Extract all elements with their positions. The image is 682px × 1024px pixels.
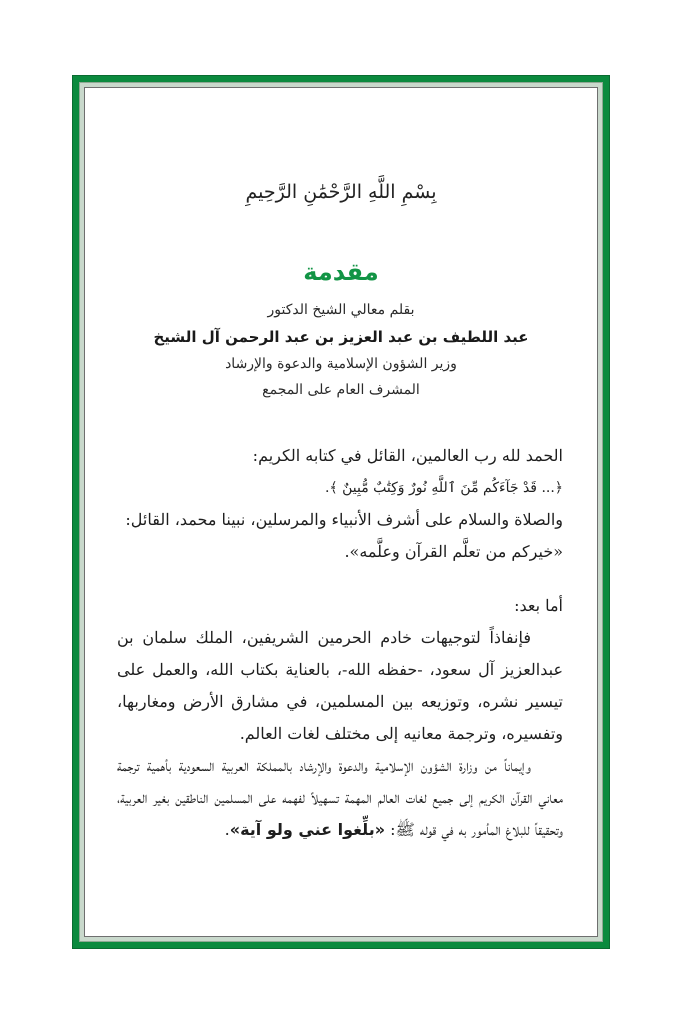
hadith-line: «خيركم من تعلَّم القرآن وعلَّمه».: [344, 542, 563, 561]
opening-section: [117, 440, 563, 568]
main-section: [117, 590, 563, 846]
paragraph-2: [117, 750, 563, 846]
paragraph-2-text: وإيماناً من وزارة الشؤون الإسلامية والدعوة والإرشاد بالمملكة العربية السعودية بأهمية ترجمة معاني القرآن الكريم إلى جميع لغات العالم المهمة تسهيلاً لفهمه على المسلمين الناطقين بغير العربية، وتحقيقاً للبلاغ المأمور به في قوله ﷺ:: [117, 756, 563, 839]
author-position-supervisor: المشرف العام على المجمع: [262, 382, 420, 398]
page-frame-inner: [84, 87, 598, 937]
amma-baad-line: أما بعد:: [514, 596, 563, 615]
byline-intro: بقلم معالي الشيخ الدكتور: [267, 302, 415, 318]
hamd-line: الحمد لله رب العالمين، القائل في كتابه الكريم:: [252, 446, 563, 465]
basmala-calligraphy: بِسْمِ اللَّهِ الرَّحْمَٰنِ الرَّحِيمِ: [245, 181, 437, 203]
hadith-quote-bold: «بلِّغوا عني ولو آية»: [229, 820, 386, 839]
paragraph-2-end: .: [224, 820, 230, 839]
page-frame-band: [79, 82, 603, 942]
author-name: عبد اللطيف بن عبد العزيز بن عبد الرحمن آل الشيخ: [153, 328, 529, 346]
salat-line: والصلاة والسلام على أشرف الأنبياء والمرسلين، نبينا محمد، القائل:: [125, 510, 563, 529]
page-content: [85, 88, 597, 936]
author-position-minister: وزير الشؤون الإسلامية والدعوة والإرشاد: [225, 356, 457, 372]
page-title: مقدمة: [303, 258, 379, 286]
paragraph-1: فإنفاذاً لتوجيهات خادم الحرمين الشريفين، الملك سلمان بن عبدالعزيز آل سعود، -حفظه الله-، بالعناية بكتاب الله، والعمل على تيسير نشره، وتوزيعه بين المسلمين، في مشارق الأرض ومغاربها، وتفسيره، وترجمة معانيه إلى مختلف لغات العالم.: [117, 628, 563, 743]
quran-verse: ﴿... قَدْ جَآءَكُم مِّنَ ٱللَّهِ نُورٌ وَكِتَٰبٌ مُّبِينٌ ﴾.: [325, 480, 563, 496]
page-frame-outer: [72, 75, 610, 949]
